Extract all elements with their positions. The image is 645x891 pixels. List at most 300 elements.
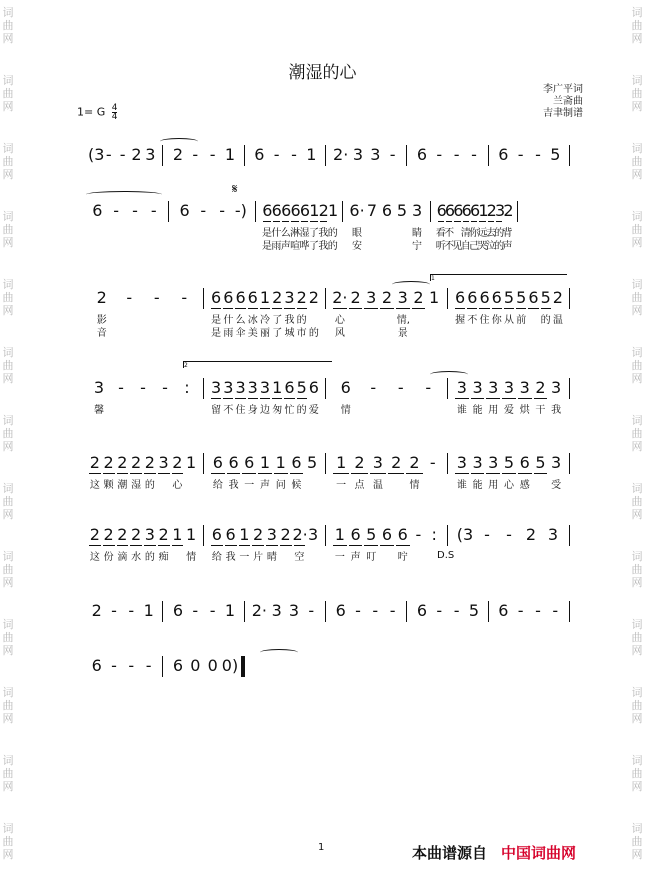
note: 3: [93, 378, 105, 397]
eighth-underline: [320, 221, 327, 222]
note: 5: [307, 453, 318, 472]
watermark-char: 曲: [631, 291, 643, 304]
note: 2: [381, 288, 393, 307]
note: 5: [540, 288, 551, 307]
note: 2: [131, 525, 142, 544]
note: 3: [503, 378, 515, 397]
lyric-syllable: 的: [296, 315, 307, 326]
lyric-syllable: 候: [291, 480, 302, 491]
lyric-syllable: 美: [247, 328, 258, 339]
watermark-char: 词: [2, 414, 14, 427]
watermark-strip-right: [629, 0, 645, 891]
note: 3: [551, 453, 562, 472]
watermark-char: 网: [631, 440, 643, 453]
note: 0: [190, 656, 201, 675]
eighth-underline: [502, 398, 516, 399]
lyric-syllable: 背: [502, 228, 513, 239]
note: 2: [525, 525, 537, 544]
extension-dash: -: [291, 145, 297, 164]
note: 2·: [332, 288, 348, 307]
arranger-credit: 吉聿制谱: [543, 108, 583, 119]
note: 6: [467, 288, 478, 307]
watermark-char: 词: [2, 754, 14, 767]
extension-dash: -: [162, 378, 168, 397]
watermark-char: 曲: [2, 495, 14, 508]
eighth-underline: [144, 545, 156, 546]
eighth-underline: [235, 398, 245, 399]
lyric-syllable: 声: [502, 241, 513, 252]
extension-dash: -: [128, 656, 135, 675]
eighth-underline: [227, 473, 241, 474]
watermark-char: 网: [631, 236, 643, 249]
lyric-syllable: 心: [334, 315, 345, 326]
lyric-syllable: 是: [261, 241, 272, 252]
lyric-syllable: 的: [494, 241, 505, 252]
note: 2: [103, 525, 114, 544]
key-signature: [77, 104, 117, 121]
note: 2·: [251, 601, 267, 620]
watermark-char: 曲: [631, 495, 643, 508]
note: 2: [354, 453, 365, 472]
eighth-underline: [272, 398, 282, 399]
note: 6: [284, 378, 295, 397]
lyric-syllable: 安: [351, 241, 362, 252]
eighth-underline: [266, 545, 278, 546]
note: 1: [478, 201, 489, 220]
bar-line: [406, 601, 407, 622]
watermark-char: 词: [631, 210, 643, 223]
lyric-syllable: 是: [211, 315, 222, 326]
lyric-syllable: 心: [172, 480, 183, 491]
lyric-syllable: 雨: [223, 328, 234, 339]
watermark-char: 网: [631, 576, 643, 589]
bar-line: [168, 201, 169, 222]
eighth-underline: [502, 473, 516, 474]
bar-line: [162, 656, 163, 677]
lyric-syllable: 丽: [260, 328, 270, 339]
note: 5: [516, 288, 527, 307]
watermark-char: 曲: [631, 835, 643, 848]
lyric-syllable: 我: [551, 405, 562, 416]
note: 3: [271, 601, 282, 620]
lyric-syllable: 我: [228, 480, 239, 491]
note: 6: [340, 378, 351, 397]
extension-dash: -: [484, 525, 490, 544]
note: 6: [416, 145, 428, 164]
note: 6: [528, 288, 539, 307]
slur: [430, 371, 468, 378]
eighth-underline: [479, 221, 485, 222]
note: 6: [281, 201, 292, 220]
bar-line: [430, 201, 431, 222]
note: 1: [309, 201, 320, 220]
lyric-syllable: 叮: [366, 552, 377, 563]
eighth-underline: [471, 398, 485, 399]
bar-line: [447, 288, 448, 309]
note: 1: [334, 525, 345, 544]
eighth-underline: [396, 308, 410, 309]
watermark-char: 词: [631, 822, 643, 835]
bar-line: [162, 145, 163, 166]
note: 3: [144, 525, 155, 544]
note: 6: [225, 525, 236, 544]
eighth-underline: [294, 545, 306, 546]
lyric-syllable: 么: [235, 315, 246, 326]
lyric-syllable: 睛: [412, 228, 423, 239]
note: 3: [223, 378, 234, 397]
watermark-char: 曲: [631, 699, 643, 712]
note: 6: [479, 288, 490, 307]
note: 2: [272, 288, 283, 307]
lyric-syllable: 的: [327, 241, 338, 252]
eighth-underline: [235, 308, 245, 309]
lyric-syllable: 不: [444, 241, 455, 252]
lyric-syllable: 市: [296, 328, 307, 339]
lyric-syllable: 我: [318, 241, 329, 252]
watermark-char: 词: [631, 754, 643, 767]
eighth-underline: [258, 473, 272, 474]
bar-line: [255, 201, 256, 222]
note: 3: [211, 378, 222, 397]
bar-line: [342, 201, 343, 222]
note: 2: [308, 288, 319, 307]
lyric-syllable: 受: [551, 480, 562, 491]
note: 2: [318, 201, 329, 220]
note: 6: [455, 288, 466, 307]
slur: [260, 649, 298, 656]
extension-dash: -: [181, 288, 188, 307]
lyric-syllable: 冰: [247, 315, 258, 326]
note: 3: [247, 378, 258, 397]
bar-line: [244, 656, 245, 677]
lyric-syllable: 喧: [290, 241, 301, 252]
watermark-char: 词: [631, 414, 643, 427]
eighth-underline: [516, 308, 526, 309]
bar-line: [569, 525, 570, 546]
note: 2: [350, 288, 361, 307]
eighth-underline: [272, 308, 282, 309]
lyric-syllable: 我: [318, 228, 329, 239]
eighth-underline: [455, 308, 465, 309]
second-ending-bracket: [183, 361, 332, 368]
note: 3: [472, 378, 483, 397]
lyric-syllable: 看: [435, 228, 446, 239]
extension-dash: -: [453, 145, 460, 164]
watermark-char: 词: [631, 346, 643, 359]
watermark-char: 网: [2, 644, 14, 657]
extension-dash: -: [153, 288, 160, 307]
note: 5: [535, 453, 546, 472]
ds-sign: D.S: [437, 550, 455, 561]
staff-row: [82, 376, 570, 400]
watermark-char: 词: [2, 142, 14, 155]
lyric-syllable: 影: [96, 315, 107, 326]
eighth-underline: [225, 545, 237, 546]
lyric-syllable: 去: [485, 228, 496, 239]
lyric-syllable: 哗: [299, 241, 310, 252]
note: 1: [259, 453, 271, 472]
extension-dash: -: [436, 145, 443, 164]
lyric-syllable: 晴: [266, 552, 277, 563]
extension-dash: -: [552, 601, 559, 620]
lyric-syllable: 的: [296, 405, 307, 416]
note: 6: [244, 453, 255, 472]
extension-dash: -: [132, 201, 138, 220]
note: :: [431, 525, 437, 544]
lyric-syllable: 风: [334, 328, 345, 339]
note: 1: [272, 378, 283, 397]
note: 2: [486, 201, 497, 220]
lyric-syllable: 给: [212, 480, 223, 491]
watermark-char: 网: [2, 440, 14, 453]
lyric-syllable: 烘: [519, 405, 530, 416]
extension-dash: -: [397, 378, 404, 397]
eighth-underline: [455, 398, 469, 399]
note: 0): [221, 656, 239, 675]
extension-dash: -: [192, 145, 199, 164]
first-ending-number: 1: [431, 275, 435, 282]
lyric-syllable: 一: [336, 480, 347, 491]
extension-dash: -: [150, 201, 157, 220]
note: 6: [254, 145, 265, 164]
lyric-syllable: 远: [477, 228, 488, 239]
watermark-char: 词: [2, 278, 14, 291]
lyric-syllable: 份: [103, 552, 114, 563]
note: 3: [488, 453, 499, 472]
lyric-syllable: 是: [211, 328, 222, 339]
watermark-char: 词: [2, 74, 14, 87]
watermark-char: 网: [2, 32, 14, 45]
eighth-underline: [284, 308, 294, 309]
note: 2: [144, 453, 155, 472]
note: 5: [503, 453, 515, 472]
note: 2: [391, 453, 402, 472]
staff-row: [82, 654, 570, 678]
eighth-underline: [103, 473, 115, 474]
bar-line: [203, 525, 204, 546]
watermark-char: 曲: [631, 767, 643, 780]
note: 6: [235, 288, 246, 307]
lyric-syllable: 潮: [117, 480, 128, 491]
watermark-char: 词: [631, 482, 643, 495]
composer-credit: 兰斋曲: [553, 96, 583, 107]
note: 3: [158, 453, 169, 472]
lyric-syllable: 的: [144, 552, 155, 563]
eighth-underline: [380, 545, 394, 546]
note: 2: [103, 453, 114, 472]
note: 3: [488, 378, 499, 397]
note: 2: [89, 525, 100, 544]
lyric-syllable: 感: [519, 480, 530, 491]
time-signature-top: 4: [111, 103, 118, 113]
lyric-syllable: 宁: [412, 241, 423, 252]
time-signature: [112, 104, 118, 121]
extension-dash: -: [209, 601, 216, 620]
watermark-char: 词: [631, 142, 643, 155]
eighth-underline: [211, 473, 225, 474]
lyric-syllable: 声: [350, 552, 361, 563]
watermark-char: 曲: [631, 359, 643, 372]
staff-row: [82, 599, 570, 623]
watermark-char: 曲: [2, 699, 14, 712]
lyric-syllable: 馨: [94, 405, 104, 416]
watermark-char: 词: [2, 686, 14, 699]
note: 6: [271, 201, 282, 220]
eighth-underline: [333, 473, 349, 474]
note: 2: [503, 201, 514, 220]
extension-dash: -: [453, 601, 460, 620]
note: 3: [551, 378, 562, 397]
eighth-underline: [117, 545, 129, 546]
lyric-syllable: 爱: [308, 405, 319, 416]
lyric-syllable: 颗: [103, 480, 114, 491]
footer-site-name: 中国词曲网: [501, 844, 577, 862]
lyric-syllable: 给: [211, 552, 222, 563]
watermark-char: 曲: [2, 223, 14, 236]
watermark-char: 曲: [2, 291, 14, 304]
lyric-syllable: 滴: [117, 552, 128, 563]
lyric-line: [82, 314, 570, 327]
watermark-char: 曲: [631, 563, 643, 576]
note: 1: [186, 453, 197, 472]
note: 6: [262, 201, 273, 220]
extension-dash: -: [192, 601, 199, 620]
watermark-char: 曲: [2, 835, 14, 848]
eighth-underline: [310, 221, 317, 222]
lyric-syllable: 用: [488, 480, 499, 491]
lyric-syllable: 温: [552, 315, 563, 326]
watermark-char: 网: [631, 100, 643, 113]
bar-line: [325, 453, 326, 474]
watermark-char: 网: [2, 780, 14, 793]
lyric-syllable: 空: [294, 552, 305, 563]
eighth-underline: [239, 545, 251, 546]
eighth-underline: [479, 308, 489, 309]
lyric-syllable: 了: [308, 241, 319, 252]
note: 1: [429, 288, 440, 307]
note: 6: [247, 288, 258, 307]
watermark-char: 词: [2, 618, 14, 631]
lyric-syllable: 己: [469, 241, 480, 252]
eighth-underline: [211, 398, 221, 399]
eighth-underline: [486, 398, 500, 399]
lyric-syllable: 城: [284, 328, 295, 339]
note: 6: [92, 201, 103, 220]
watermark-char: 网: [2, 576, 14, 589]
lyric-syllable: 不: [223, 405, 234, 416]
note: 6: [381, 201, 393, 220]
staff-row: [82, 523, 570, 547]
note: 6: [436, 201, 447, 220]
note: 2: [172, 145, 184, 164]
watermark-char: 网: [631, 372, 643, 385]
eighth-underline: [534, 473, 548, 474]
lyric-syllable: 从: [504, 315, 514, 326]
eighth-underline: [273, 221, 280, 222]
eighth-underline: [242, 473, 256, 474]
lyric-syllable: 身: [247, 405, 258, 416]
lyric-syllable: 了: [308, 228, 319, 239]
eighth-underline: [130, 473, 142, 474]
note: 2·: [292, 525, 308, 544]
note: 1: [336, 453, 347, 472]
watermark-char: 词: [631, 74, 643, 87]
extension-dash: -: [308, 601, 315, 620]
extension-dash: -: [370, 378, 377, 397]
eighth-underline: [364, 545, 378, 546]
lyric-syllable: 用: [488, 405, 499, 416]
note: 1: [172, 525, 183, 544]
lyric-syllable: 见: [452, 241, 463, 252]
lyric-syllable: 你: [469, 228, 480, 239]
note: 1: [306, 145, 317, 164]
watermark-char: 词: [2, 822, 14, 835]
watermark-char: 词: [2, 550, 14, 563]
note: 6: [416, 601, 428, 620]
eighth-underline: [248, 308, 258, 309]
eighth-underline: [297, 308, 307, 309]
note: 2: [280, 525, 291, 544]
extension-dash: -: [113, 201, 120, 220]
eighth-underline: [467, 308, 477, 309]
lyric-syllable: 哭: [477, 241, 488, 252]
bar-line: [569, 145, 570, 166]
bar-line: [325, 525, 326, 546]
watermark-char: 网: [2, 236, 14, 249]
lyric-syllable: 匆: [272, 405, 283, 416]
note: 2: [117, 453, 128, 472]
watermark-char: 曲: [2, 155, 14, 168]
final-bar-line: [241, 656, 244, 677]
note: 5: [296, 378, 307, 397]
eighth-underline: [438, 221, 444, 222]
lyric-syllable: 情: [186, 552, 197, 563]
watermark-char: 词: [631, 6, 643, 19]
lyric-syllable: 的: [494, 228, 505, 239]
bar-line: [203, 378, 204, 399]
bar-line: [517, 201, 518, 222]
bar-line: [569, 601, 570, 622]
note: 6: [172, 656, 184, 675]
watermark-char: 网: [631, 304, 643, 317]
note: 6: [299, 201, 311, 220]
watermark-char: 网: [631, 644, 643, 657]
watermark-char: 网: [631, 780, 643, 793]
bar-line: [325, 601, 326, 622]
lyric-syllable: 景: [397, 328, 408, 339]
note: 2: [131, 145, 142, 164]
note: 5: [468, 601, 480, 620]
lyric-syllable: 一: [244, 480, 255, 491]
note: 3: [235, 378, 246, 397]
lyric-syllable: 不: [467, 315, 478, 326]
extension-dash: -: [355, 601, 361, 620]
note: 3: [456, 453, 467, 472]
staff-row: [82, 451, 570, 475]
note: 6: [461, 201, 472, 220]
eighth-underline: [406, 473, 422, 474]
watermark-char: 网: [631, 168, 643, 181]
lyric-syllable: 雨: [271, 241, 282, 252]
eighth-underline: [301, 221, 308, 222]
note: 3: [308, 525, 319, 544]
extension-dash: -: [128, 601, 135, 620]
bar-line: [203, 453, 204, 474]
first-ending-bracket: [430, 274, 567, 281]
note: 5: [503, 288, 515, 307]
note: (3: [456, 525, 474, 544]
extension-dash: -: [389, 601, 396, 620]
